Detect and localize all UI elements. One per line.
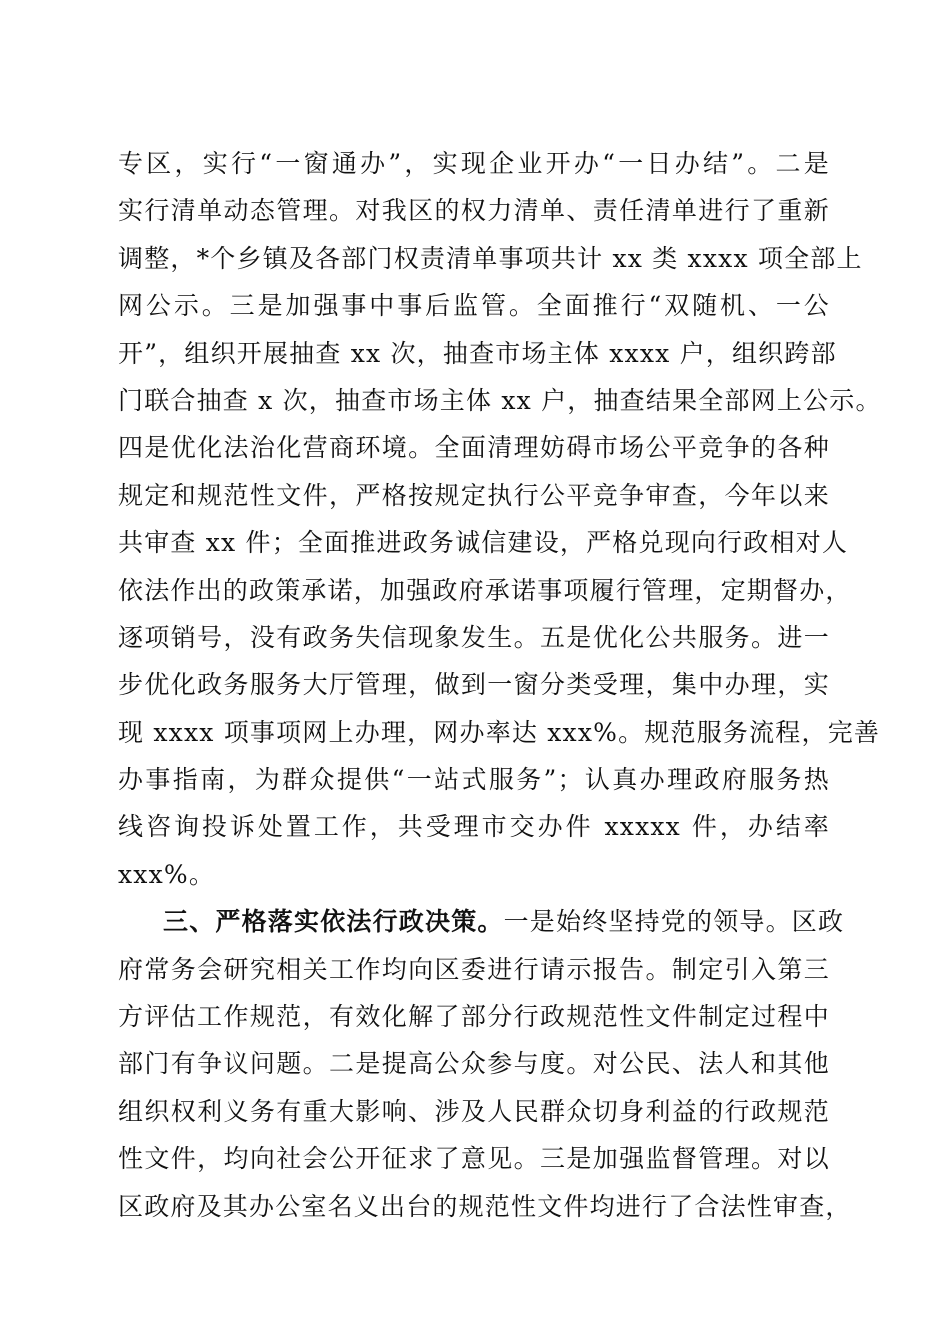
text-line: 性文件，均向社会公开征求了意见。三是加强监督管理。对以 <box>118 1144 830 1174</box>
text-run: 一是始终坚持党的领导。区政 <box>503 907 845 937</box>
document-body <box>118 140 882 1230</box>
text-line: 步优化政务服务大厅管理，做到一窗分类受理，集中办理，实 <box>118 670 830 700</box>
text-line <box>118 898 845 945</box>
text-line: 组织权利义务有重大影响、涉及人民群众切身利益的行政规范 <box>118 1096 830 1126</box>
text-line: 区政府及其办公室名义出台的规范性文件均进行了合法性审查， <box>118 1191 852 1221</box>
text-line: 办事指南，为群众提供“一站式服务”；认真办理政府服务热 <box>118 765 830 795</box>
text-line: 网公示。三是加强事中事后监管。全面推行“双随机、一公 <box>118 291 830 321</box>
text-line: 四是优化法治化营商环境。全面清理妨碍市场公平竞争的各种 <box>118 433 830 463</box>
text-line: 共审查 xx 件；全面推进政务诚信建设，严格兑现向行政相对人 <box>118 528 849 558</box>
text-line: 逐项销号，没有政务失信现象发生。五是优化公共服务。进一 <box>118 622 830 652</box>
section-heading: 三、严格落实依法行政决策。 <box>163 907 504 937</box>
paragraph-1 <box>118 140 882 898</box>
text-line: 实行清单动态管理。对我区的权力清单、责任清单进行了重新 <box>118 196 830 226</box>
text-line: 方评估工作规范，有效化解了部分行政规范性文件制定过程中 <box>118 1002 830 1032</box>
text-line: 现 xxxx 项事项网上办理，网办率达 xxx%。规范服务流程，完善 <box>118 717 881 747</box>
text-line: 调整，*个乡镇及各部门权责清单事项共计 xx 类 xxxx 项全部上 <box>118 243 863 273</box>
paragraph-2 <box>118 898 852 1230</box>
text-line: xxx%。 <box>118 859 216 889</box>
text-line: 线咨询投诉处置工作，共受理市交办件 xxxxx 件，办结率 <box>118 812 830 842</box>
text-line: 府常务会研究相关工作均向区委进行请示报告。制定引入第三 <box>118 954 830 984</box>
text-line: 门联合抽查 x 次，抽查市场主体 xx 户，抽查结果全部网上公示。 <box>118 385 882 415</box>
text-line: 规定和规范性文件，严格按规定执行公平竞争审查，今年以来 <box>118 480 830 510</box>
text-line: 开”，组织开展抽查 xx 次，抽查市场主体 xxxx 户，组织跨部 <box>118 338 837 368</box>
text-line: 专区，实行“一窗通办”，实现企业开办“一日办结”。二是 <box>118 149 830 178</box>
text-line: 部门有争议问题。二是提高公众参与度。对公民、法人和其他 <box>118 1049 830 1079</box>
text-line: 依法作出的政策承诺，加强政府承诺事项履行管理，定期督办， <box>118 575 852 605</box>
